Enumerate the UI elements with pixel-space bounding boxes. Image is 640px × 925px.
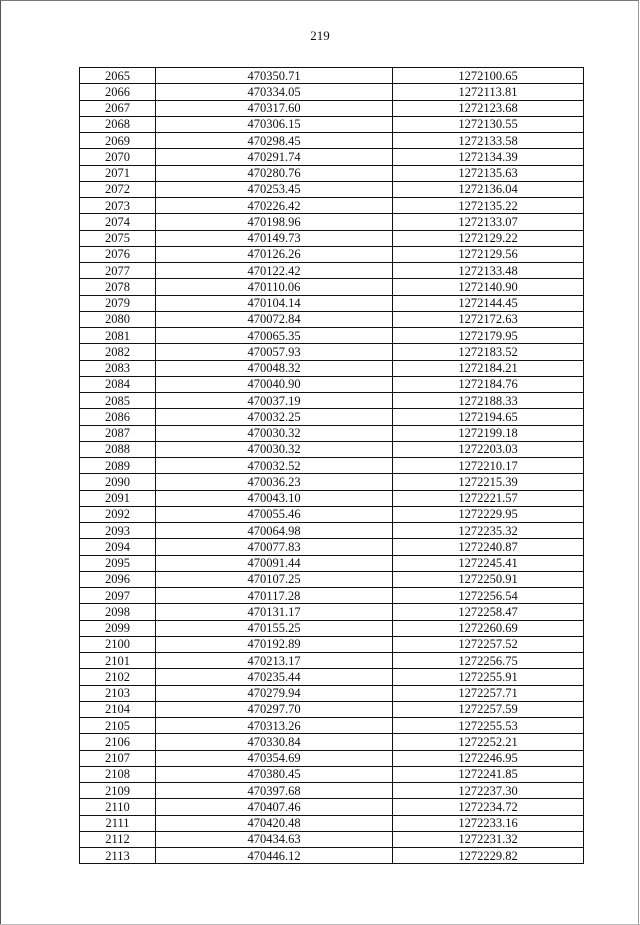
- table-row: [80, 263, 584, 279]
- point-number-cell: 2104: [80, 701, 156, 717]
- table-row: [80, 783, 584, 799]
- point-number-cell: 2088: [80, 441, 156, 457]
- table-row: [80, 68, 584, 84]
- point-number-cell: 2105: [80, 718, 156, 734]
- y-coordinate-cell: 1272133.58: [393, 133, 584, 149]
- point-number-cell: 2080: [80, 311, 156, 327]
- table-row: [80, 490, 584, 506]
- x-coordinate-cell: 470298.45: [156, 133, 393, 149]
- point-number-cell: 2076: [80, 246, 156, 262]
- x-coordinate-cell: 470057.93: [156, 344, 393, 360]
- y-coordinate-cell: 1272234.72: [393, 799, 584, 815]
- x-coordinate-cell: 470280.76: [156, 165, 393, 181]
- x-coordinate-cell: 470036.23: [156, 474, 393, 490]
- point-number-cell: 2085: [80, 393, 156, 409]
- point-number-cell: 2067: [80, 100, 156, 116]
- x-coordinate-cell: 470126.26: [156, 246, 393, 262]
- point-number-cell: 2089: [80, 458, 156, 474]
- table-row: [80, 539, 584, 555]
- y-coordinate-cell: 1272130.55: [393, 116, 584, 132]
- coordinates-table: [79, 67, 584, 864]
- y-coordinate-cell: 1272184.76: [393, 376, 584, 392]
- table-row: [80, 84, 584, 100]
- table-row: [80, 766, 584, 782]
- y-coordinate-cell: 1272246.95: [393, 750, 584, 766]
- point-number-cell: 2092: [80, 506, 156, 522]
- table-row: [80, 328, 584, 344]
- x-coordinate-cell: 470407.46: [156, 799, 393, 815]
- table-row: [80, 799, 584, 815]
- x-coordinate-cell: 470354.69: [156, 750, 393, 766]
- point-number-cell: 2111: [80, 815, 156, 831]
- x-coordinate-cell: 470122.42: [156, 263, 393, 279]
- y-coordinate-cell: 1272231.32: [393, 831, 584, 847]
- table-row: [80, 149, 584, 165]
- y-coordinate-cell: 1272229.82: [393, 848, 584, 864]
- x-coordinate-cell: 470030.32: [156, 441, 393, 457]
- x-coordinate-cell: 470291.74: [156, 149, 393, 165]
- point-number-cell: 2093: [80, 523, 156, 539]
- y-coordinate-cell: 1272194.65: [393, 409, 584, 425]
- y-coordinate-cell: 1272136.04: [393, 181, 584, 197]
- y-coordinate-cell: 1272133.07: [393, 214, 584, 230]
- x-coordinate-cell: 470235.44: [156, 669, 393, 685]
- table-row: [80, 393, 584, 409]
- point-number-cell: 2095: [80, 555, 156, 571]
- x-coordinate-cell: 470306.15: [156, 116, 393, 132]
- table-row: [80, 214, 584, 230]
- y-coordinate-cell: 1272229.95: [393, 506, 584, 522]
- x-coordinate-cell: 470048.32: [156, 360, 393, 376]
- point-number-cell: 2087: [80, 425, 156, 441]
- coordinates-table-body: [80, 68, 584, 864]
- y-coordinate-cell: 1272184.21: [393, 360, 584, 376]
- x-coordinate-cell: 470055.46: [156, 506, 393, 522]
- y-coordinate-cell: 1272135.63: [393, 165, 584, 181]
- x-coordinate-cell: 470420.48: [156, 815, 393, 831]
- table-row: [80, 198, 584, 214]
- x-coordinate-cell: 470350.71: [156, 68, 393, 84]
- point-number-cell: 2097: [80, 588, 156, 604]
- point-number-cell: 2096: [80, 571, 156, 587]
- point-number-cell: 2078: [80, 279, 156, 295]
- point-number-cell: 2106: [80, 734, 156, 750]
- table-row: [80, 588, 584, 604]
- x-coordinate-cell: 470155.25: [156, 620, 393, 636]
- x-coordinate-cell: 470077.83: [156, 539, 393, 555]
- table-row: [80, 441, 584, 457]
- page-number: 219: [310, 28, 330, 43]
- point-number-cell: 2108: [80, 766, 156, 782]
- table-row: [80, 116, 584, 132]
- y-coordinate-cell: 1272255.91: [393, 669, 584, 685]
- table-row: [80, 815, 584, 831]
- table-row: [80, 701, 584, 717]
- table-row: [80, 848, 584, 864]
- y-coordinate-cell: 1272183.52: [393, 344, 584, 360]
- table-row: [80, 734, 584, 750]
- y-coordinate-cell: 1272113.81: [393, 84, 584, 100]
- y-coordinate-cell: 1272233.16: [393, 815, 584, 831]
- point-number-cell: 2086: [80, 409, 156, 425]
- x-coordinate-cell: 470434.63: [156, 831, 393, 847]
- point-number-cell: 2074: [80, 214, 156, 230]
- table-row: [80, 344, 584, 360]
- x-coordinate-cell: 470032.25: [156, 409, 393, 425]
- table-row: [80, 376, 584, 392]
- x-coordinate-cell: 470131.17: [156, 604, 393, 620]
- x-coordinate-cell: 470446.12: [156, 848, 393, 864]
- y-coordinate-cell: 1272129.22: [393, 230, 584, 246]
- point-number-cell: 2103: [80, 685, 156, 701]
- y-coordinate-cell: 1272203.03: [393, 441, 584, 457]
- y-coordinate-cell: 1272258.47: [393, 604, 584, 620]
- x-coordinate-cell: 470198.96: [156, 214, 393, 230]
- point-number-cell: 2068: [80, 116, 156, 132]
- point-number-cell: 2065: [80, 68, 156, 84]
- x-coordinate-cell: 470032.52: [156, 458, 393, 474]
- y-coordinate-cell: 1272144.45: [393, 295, 584, 311]
- y-coordinate-cell: 1272134.39: [393, 149, 584, 165]
- point-number-cell: 2073: [80, 198, 156, 214]
- point-number-cell: 2098: [80, 604, 156, 620]
- x-coordinate-cell: 470330.84: [156, 734, 393, 750]
- y-coordinate-cell: 1272255.53: [393, 718, 584, 734]
- point-number-cell: 2079: [80, 295, 156, 311]
- y-coordinate-cell: 1272257.52: [393, 636, 584, 652]
- x-coordinate-cell: 470226.42: [156, 198, 393, 214]
- table-row: [80, 425, 584, 441]
- x-coordinate-cell: 470065.35: [156, 328, 393, 344]
- x-coordinate-cell: 470040.90: [156, 376, 393, 392]
- point-number-cell: 2113: [80, 848, 156, 864]
- table-row: [80, 555, 584, 571]
- y-coordinate-cell: 1272210.17: [393, 458, 584, 474]
- x-coordinate-cell: 470030.32: [156, 425, 393, 441]
- table-row: [80, 669, 584, 685]
- table-row: [80, 133, 584, 149]
- point-number-cell: 2112: [80, 831, 156, 847]
- x-coordinate-cell: 470213.17: [156, 653, 393, 669]
- table-row: [80, 458, 584, 474]
- table-row: [80, 653, 584, 669]
- point-number-cell: 2082: [80, 344, 156, 360]
- table-row: [80, 636, 584, 652]
- x-coordinate-cell: 470117.28: [156, 588, 393, 604]
- point-number-cell: 2084: [80, 376, 156, 392]
- y-coordinate-cell: 1272250.91: [393, 571, 584, 587]
- table-row: [80, 100, 584, 116]
- point-number-cell: 2066: [80, 84, 156, 100]
- y-coordinate-cell: 1272257.59: [393, 701, 584, 717]
- point-number-cell: 2090: [80, 474, 156, 490]
- y-coordinate-cell: 1272240.87: [393, 539, 584, 555]
- point-number-cell: 2101: [80, 653, 156, 669]
- x-coordinate-cell: 470380.45: [156, 766, 393, 782]
- y-coordinate-cell: 1272133.48: [393, 263, 584, 279]
- point-number-cell: 2109: [80, 783, 156, 799]
- table-row: [80, 279, 584, 295]
- point-number-cell: 2083: [80, 360, 156, 376]
- x-coordinate-cell: 470149.73: [156, 230, 393, 246]
- table-row: [80, 230, 584, 246]
- x-coordinate-cell: 470253.45: [156, 181, 393, 197]
- table-row: [80, 311, 584, 327]
- y-coordinate-cell: 1272135.22: [393, 198, 584, 214]
- table-row: [80, 620, 584, 636]
- point-number-cell: 2102: [80, 669, 156, 685]
- table-row: [80, 523, 584, 539]
- x-coordinate-cell: 470037.19: [156, 393, 393, 409]
- x-coordinate-cell: 470334.05: [156, 84, 393, 100]
- table-row: [80, 295, 584, 311]
- x-coordinate-cell: 470279.94: [156, 685, 393, 701]
- y-coordinate-cell: 1272256.75: [393, 653, 584, 669]
- table-row: [80, 604, 584, 620]
- x-coordinate-cell: 470043.10: [156, 490, 393, 506]
- table-row: [80, 360, 584, 376]
- point-number-cell: 2075: [80, 230, 156, 246]
- point-number-cell: 2081: [80, 328, 156, 344]
- table-row: [80, 181, 584, 197]
- point-number-cell: 2070: [80, 149, 156, 165]
- y-coordinate-cell: 1272221.57: [393, 490, 584, 506]
- x-coordinate-cell: 470192.89: [156, 636, 393, 652]
- point-number-cell: 2094: [80, 539, 156, 555]
- table-row: [80, 571, 584, 587]
- y-coordinate-cell: 1272245.41: [393, 555, 584, 571]
- x-coordinate-cell: 470317.60: [156, 100, 393, 116]
- table-row: [80, 474, 584, 490]
- table-row: [80, 685, 584, 701]
- y-coordinate-cell: 1272179.95: [393, 328, 584, 344]
- y-coordinate-cell: 1272199.18: [393, 425, 584, 441]
- y-coordinate-cell: 1272100.65: [393, 68, 584, 84]
- x-coordinate-cell: 470107.25: [156, 571, 393, 587]
- point-number-cell: 2091: [80, 490, 156, 506]
- point-number-cell: 2071: [80, 165, 156, 181]
- y-coordinate-cell: 1272237.30: [393, 783, 584, 799]
- y-coordinate-cell: 1272241.85: [393, 766, 584, 782]
- x-coordinate-cell: 470297.70: [156, 701, 393, 717]
- point-number-cell: 2077: [80, 263, 156, 279]
- point-number-cell: 2069: [80, 133, 156, 149]
- x-coordinate-cell: 470072.84: [156, 311, 393, 327]
- point-number-cell: 2110: [80, 799, 156, 815]
- table-row: [80, 831, 584, 847]
- y-coordinate-cell: 1272188.33: [393, 393, 584, 409]
- y-coordinate-cell: 1272172.63: [393, 311, 584, 327]
- x-coordinate-cell: 470091.44: [156, 555, 393, 571]
- table-row: [80, 246, 584, 262]
- table-row: [80, 165, 584, 181]
- y-coordinate-cell: 1272252.21: [393, 734, 584, 750]
- x-coordinate-cell: 470313.26: [156, 718, 393, 734]
- y-coordinate-cell: 1272215.39: [393, 474, 584, 490]
- table-row: [80, 750, 584, 766]
- point-number-cell: 2072: [80, 181, 156, 197]
- table-row: [80, 506, 584, 522]
- y-coordinate-cell: 1272256.54: [393, 588, 584, 604]
- point-number-cell: 2100: [80, 636, 156, 652]
- x-coordinate-cell: 470110.06: [156, 279, 393, 295]
- table-row: [80, 409, 584, 425]
- y-coordinate-cell: 1272129.56: [393, 246, 584, 262]
- y-coordinate-cell: 1272140.90: [393, 279, 584, 295]
- y-coordinate-cell: 1272235.32: [393, 523, 584, 539]
- y-coordinate-cell: 1272123.68: [393, 100, 584, 116]
- x-coordinate-cell: 470397.68: [156, 783, 393, 799]
- y-coordinate-cell: 1272257.71: [393, 685, 584, 701]
- point-number-cell: 2099: [80, 620, 156, 636]
- x-coordinate-cell: 470064.98: [156, 523, 393, 539]
- y-coordinate-cell: 1272260.69: [393, 620, 584, 636]
- table-row: [80, 718, 584, 734]
- point-number-cell: 2107: [80, 750, 156, 766]
- x-coordinate-cell: 470104.14: [156, 295, 393, 311]
